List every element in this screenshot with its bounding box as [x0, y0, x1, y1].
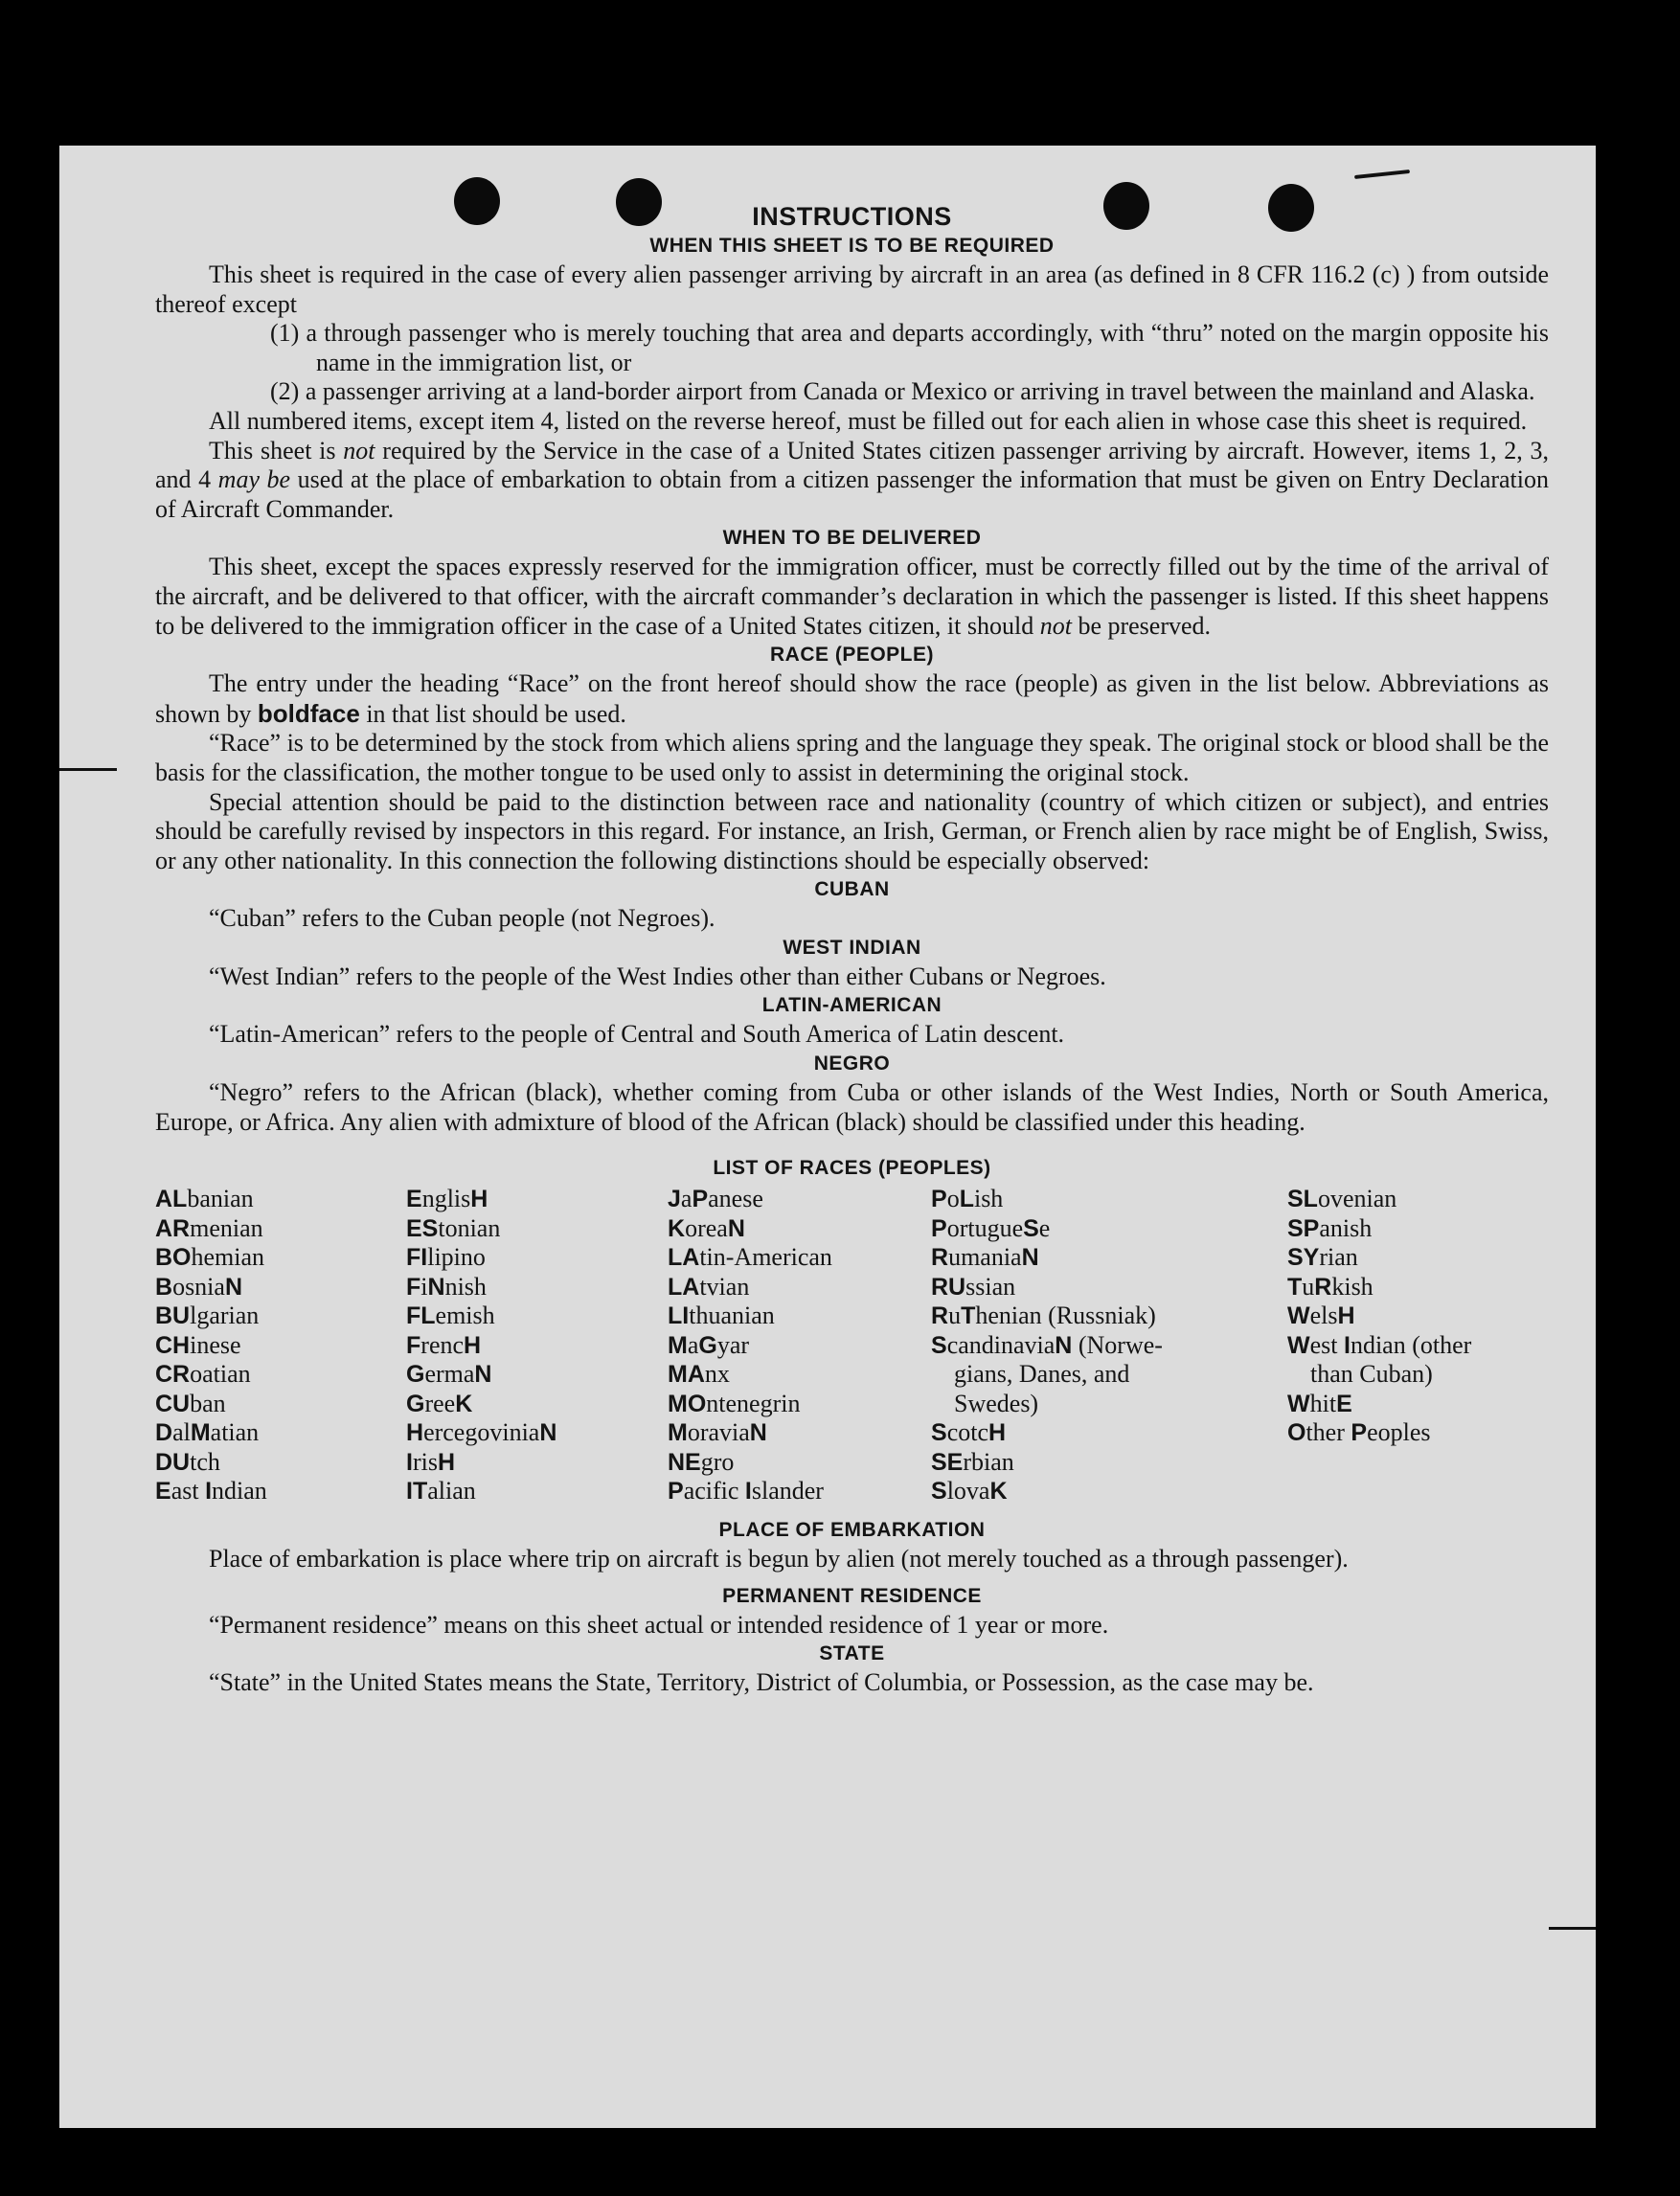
pen-mark	[1354, 170, 1410, 179]
race-entry: PoLish	[931, 1185, 1004, 1213]
race-entry: FrencH	[406, 1330, 482, 1359]
race-entry: FLemish	[406, 1302, 495, 1330]
race-entry: DalMatian	[155, 1418, 260, 1447]
race-entry: LIthuanian	[668, 1302, 775, 1330]
paragraph-race-3: Special attention should be paid to the distinction between race and nationality (country of which citizen or subject), and entries should be carefully revised by inspectors in this regard. For instance, an Irish, German, or French alien by race might be of English, Swiss, or any other nationality. In this connection the following distinctions should be especially observed:	[155, 787, 1549, 874]
race-column-1	[155, 1185, 267, 1506]
race-entry: Swedes)	[954, 1389, 1039, 1417]
paragraph-west-indian: “West Indian” refers to the people of the West Indies other than either Cubans or Negroes.	[209, 962, 1106, 990]
paragraph-state: “State” in the United States means the State, Territory, District of Columbia, or Possession, as the case may be.	[209, 1668, 1314, 1697]
race-entry: BOhemian	[155, 1243, 265, 1272]
paragraph-permanent-residence: “Permanent residence” means on this sheet actual or intended residence of 1 year or more.	[209, 1610, 1109, 1639]
race-column-5	[1287, 1185, 1471, 1448]
race-entry: gians, Danes, and	[954, 1360, 1130, 1389]
race-entry: CHinese	[155, 1330, 241, 1359]
race-column-3	[668, 1185, 832, 1506]
section-heading-when-delivered: WHEN TO BE DELIVERED	[722, 527, 982, 550]
race-entry: SLovenian	[1287, 1185, 1397, 1213]
race-entry: TuRkish	[1287, 1272, 1374, 1301]
instructions-content	[155, 201, 1549, 1698]
paragraph-race-2: “Race” is to be determined by the stock from which aliens spring and the language they speak. The original stock or blood shall be the basis for the classification, the mother tongue to be used only to assist in determining the original stock.	[155, 729, 1549, 786]
section-heading-state: STATE	[819, 1642, 885, 1665]
race-entry: MoraviaN	[668, 1418, 767, 1447]
race-entry: HercegoviniaN	[406, 1418, 557, 1447]
race-entry: BUlgarian	[155, 1302, 260, 1330]
race-entry: JaPanese	[668, 1185, 763, 1213]
race-entry: ARmenian	[155, 1213, 263, 1242]
paragraph-when-delivered: This sheet, except the spaces expressly reserved for the immigration officer, must be correctly filled out by the time of the arrival of the aircraft, and be delivered to that officer, with the aircraft commander’s declaration in which the passenger is listed. If this sheet happens to be delivered to the immigration officer in the case of a United States citizen, it should not be preserved.	[155, 553, 1549, 640]
emphasis-not: not	[343, 436, 375, 464]
race-entry: West Indian (other	[1287, 1330, 1472, 1359]
race-entry: WelsH	[1287, 1302, 1355, 1330]
race-column-2	[406, 1185, 556, 1506]
section-heading-list-of-races: LIST OF RACES (PEOPLES)	[713, 1157, 991, 1180]
paragraph-race-1: The entry under the heading “Race” on the front hereof should show the race (people) as given in the list below. Abbreviations as shown by boldface in that list should be used.	[155, 669, 1549, 728]
race-entry: GreeK	[406, 1389, 473, 1417]
exception-1: (1) a through passenger who is merely touching that area and departs accordingly, with “thru” noted on the margin opposite his name in the immigration list, or	[270, 319, 1549, 376]
race-entry: MAnx	[668, 1360, 730, 1389]
race-entry: SlovaK	[931, 1477, 1008, 1506]
race-column-4	[931, 1185, 1163, 1506]
race-entry: FIlipino	[406, 1243, 486, 1272]
paragraph-latin-american: “Latin-American” refers to the people of Central and South America of Latin descent.	[209, 1020, 1065, 1049]
boldface-word: boldface	[257, 698, 360, 728]
paragraph-numbered-items: All numbered items, except item 4, listed on the reverse hereof, must be filled out for each alien in whose case this sheet is required.	[209, 406, 1528, 435]
race-entry: SYrian	[1287, 1243, 1358, 1272]
paragraph-when-required: This sheet is required in the case of every alien passenger arriving by aircraft in an area (as defined in 8 CFR 116.2 (c) ) from outside thereof except	[155, 260, 1549, 318]
exception-2: (2) a passenger arriving at a land-border airport from Canada or Mexico or arriving in travel between the mainland and Alaska.	[270, 377, 1535, 406]
race-entry: CRoatian	[155, 1360, 251, 1389]
race-entry: RumaniaN	[931, 1243, 1039, 1272]
race-entry: CUban	[155, 1389, 226, 1417]
race-entry: BosniaN	[155, 1272, 243, 1301]
race-entry: WhitE	[1287, 1389, 1352, 1417]
paragraph-cuban: “Cuban” refers to the Cuban people (not Negroes).	[209, 904, 715, 933]
race-entry: RUssian	[931, 1272, 1016, 1301]
section-heading-embarkation: PLACE OF EMBARKATION	[718, 1519, 986, 1542]
race-entry: RuThenian (Russniak)	[931, 1302, 1156, 1330]
race-entry: ScotcH	[931, 1418, 1007, 1447]
race-list	[155, 1185, 1549, 1516]
section-heading-latin-american: LATIN-AMERICAN	[761, 994, 942, 1017]
race-entry: NEgro	[668, 1447, 735, 1476]
race-entry: LAtvian	[668, 1272, 750, 1301]
race-entry: IrisH	[406, 1447, 456, 1476]
section-heading-west-indian: WEST INDIAN	[783, 936, 921, 959]
race-entry: EStonian	[406, 1213, 501, 1242]
race-entry: East Indian	[155, 1477, 267, 1506]
section-heading-cuban: CUBAN	[814, 878, 890, 901]
race-entry: EnglisH	[406, 1185, 488, 1213]
race-entry: than Cuban)	[1310, 1360, 1433, 1389]
paragraph-embarkation: Place of embarkation is place where trip on aircraft is begun by alien (not merely touched as a through passenger).	[209, 1545, 1349, 1573]
race-entry: MaGyar	[668, 1330, 750, 1359]
race-entry: DUtch	[155, 1447, 220, 1476]
emphasis-may-be: may be	[217, 465, 291, 494]
section-heading-permanent-residence: PERMANENT RESIDENCE	[722, 1584, 982, 1607]
race-entry: PortugueSe	[931, 1213, 1051, 1242]
page-title: INSTRUCTIONS	[752, 202, 952, 231]
race-entry: FiNnish	[406, 1272, 487, 1301]
race-entry: ITalian	[406, 1477, 476, 1506]
pen-mark	[1549, 1927, 1596, 1930]
document-sheet	[59, 146, 1596, 2128]
emphasis-not: not	[1039, 611, 1072, 640]
paragraph-negro: “Negro” refers to the African (black), whether coming from Cuba or other islands of the West Indies, North or South America, Europe, or Africa. Any alien with admixture of blood of the African (black) should be classified under this heading.	[155, 1078, 1549, 1136]
race-entry: ScandinaviaN (Norwe-	[931, 1330, 1163, 1359]
race-entry: Other Peoples	[1287, 1418, 1431, 1447]
paragraph-citizen: This sheet is not required by the Service in the case of a United States citizen passenger arriving by aircraft. However, items 1, 2, 3, and 4 may be used at the place of embarkation to obtain from a citizen passenger the information that must be given on Entry Declaration of Aircraft Commander.	[155, 436, 1549, 523]
race-entry: KoreaN	[668, 1213, 745, 1242]
race-entry: LAtin-American	[668, 1243, 832, 1272]
race-entry: SPanish	[1287, 1213, 1373, 1242]
race-entry: MOntenegrin	[668, 1389, 801, 1417]
pen-mark	[59, 768, 117, 771]
race-entry: GermaN	[406, 1360, 492, 1389]
section-heading-when-required: WHEN THIS SHEET IS TO BE REQUIRED	[649, 235, 1055, 257]
race-entry: ALbanian	[155, 1185, 254, 1213]
section-heading-race: RACE (PEOPLE)	[769, 644, 934, 667]
race-entry: SErbian	[931, 1447, 1014, 1476]
race-entry: Pacific Islander	[668, 1477, 824, 1506]
section-heading-negro: NEGRO	[813, 1053, 891, 1075]
